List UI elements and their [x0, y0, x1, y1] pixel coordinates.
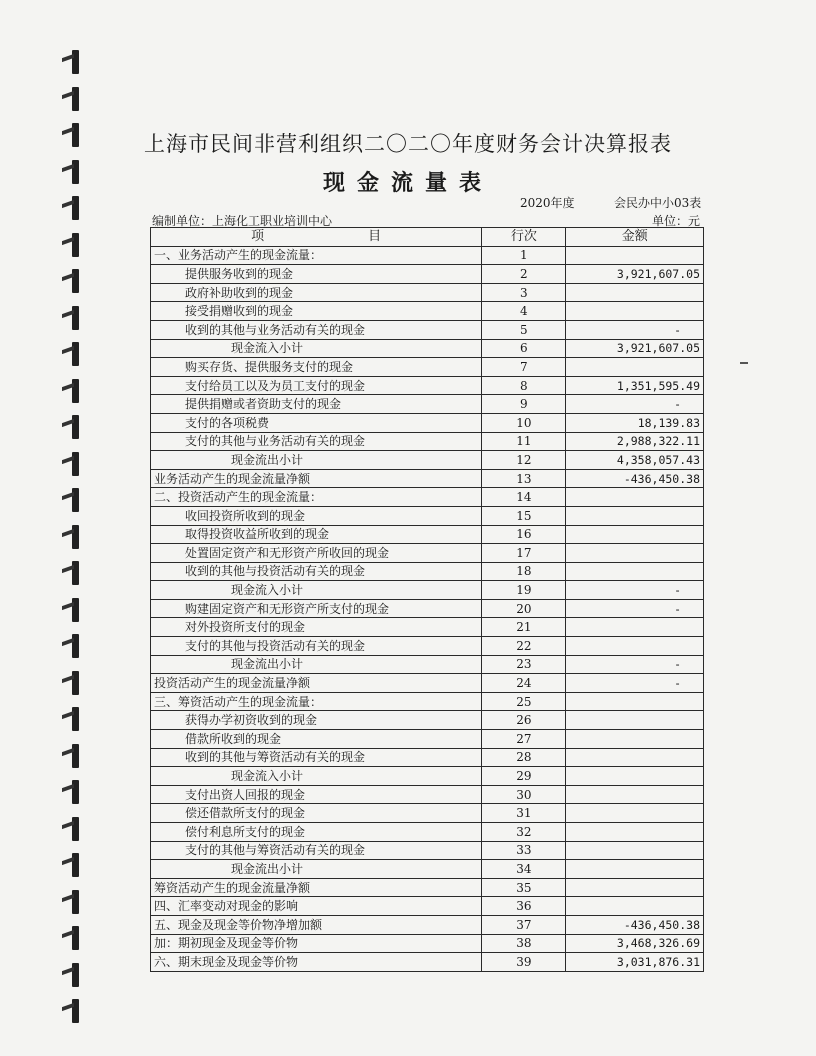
- table-row: [151, 785, 704, 804]
- row-amount: 18,139.83: [566, 413, 704, 432]
- row-label: 支付的其他与筹资活动有关的现金: [151, 841, 482, 860]
- table-row: [151, 692, 704, 711]
- row-line-number: 3: [482, 283, 566, 302]
- row-amount: [566, 897, 704, 916]
- row-amount: 2,988,322.11: [566, 432, 704, 451]
- row-label: 收到的其他与业务活动有关的现金: [151, 320, 482, 339]
- row-amount: [566, 711, 704, 730]
- table-row: [151, 618, 704, 637]
- table-row: [151, 302, 704, 321]
- row-line-number: 1: [482, 246, 566, 265]
- row-amount: -: [566, 581, 704, 600]
- row-line-number: 28: [482, 748, 566, 767]
- row-label: 借款所收到的现金: [151, 730, 482, 749]
- row-line-number: 32: [482, 823, 566, 842]
- table-row: [151, 897, 704, 916]
- row-amount: 4,358,057.43: [566, 451, 704, 470]
- row-label: 取得投资收益所收到的现金: [151, 525, 482, 544]
- row-line-number: 30: [482, 785, 566, 804]
- row-label: 现金流出小计: [151, 451, 482, 470]
- table-row: [151, 451, 704, 470]
- row-label: 现金流入小计: [151, 339, 482, 358]
- table-row: [151, 265, 704, 284]
- table-row: [151, 581, 704, 600]
- row-amount: [566, 730, 704, 749]
- row-label: 收到的其他与筹资活动有关的现金: [151, 748, 482, 767]
- row-amount: 1,351,595.49: [566, 376, 704, 395]
- table-row: [151, 915, 704, 934]
- row-line-number: 4: [482, 302, 566, 321]
- table-row: [151, 823, 704, 842]
- row-amount: [566, 488, 704, 507]
- row-label: 现金流出小计: [151, 655, 482, 674]
- row-amount: [566, 823, 704, 842]
- row-label: 购买存货、提供服务支付的现金: [151, 358, 482, 377]
- table-row: [151, 246, 704, 265]
- row-amount: [566, 246, 704, 265]
- row-label: 提供捐赠或者资助支付的现金: [151, 395, 482, 414]
- form-number: 会民办中小03表: [614, 196, 702, 210]
- row-line-number: 9: [482, 395, 566, 414]
- row-amount: [566, 860, 704, 879]
- row-line-number: 34: [482, 860, 566, 879]
- table-row: [151, 432, 704, 451]
- table-row: [151, 562, 704, 581]
- row-label: 收回投资所收到的现金: [151, 506, 482, 525]
- cash-flow-table: [150, 227, 704, 972]
- row-label: 现金流出小计: [151, 860, 482, 879]
- table-row: [151, 860, 704, 879]
- table-row: [151, 767, 704, 786]
- table-header-row: [151, 228, 704, 247]
- table-row: [151, 878, 704, 897]
- row-label: 现金流入小计: [151, 581, 482, 600]
- row-label: 对外投资所支付的现金: [151, 618, 482, 637]
- row-line-number: 7: [482, 358, 566, 377]
- table-row: [151, 395, 704, 414]
- row-label: 处置固定资产和无形资产所收回的现金: [151, 544, 482, 563]
- currency-unit: 单位：元: [652, 214, 701, 228]
- row-line-number: 5: [482, 320, 566, 339]
- table-row: [151, 506, 704, 525]
- row-label: 五、现金及现金等价物净增加额: [151, 915, 482, 934]
- header-item: 项 目: [151, 228, 482, 247]
- table-row: [151, 748, 704, 767]
- row-label: 四、汇率变动对现金的影响: [151, 897, 482, 916]
- row-line-number: 6: [482, 339, 566, 358]
- row-amount: [566, 562, 704, 581]
- row-label: 支付的其他与投资活动有关的现金: [151, 637, 482, 656]
- row-line-number: 16: [482, 525, 566, 544]
- row-label: 投资活动产生的现金流量净额: [151, 674, 482, 693]
- row-amount: [566, 544, 704, 563]
- row-line-number: 21: [482, 618, 566, 637]
- row-line-number: 18: [482, 562, 566, 581]
- table-row: [151, 711, 704, 730]
- row-amount: [566, 804, 704, 823]
- header-amount: 金额: [566, 228, 704, 247]
- row-line-number: 26: [482, 711, 566, 730]
- row-line-number: 19: [482, 581, 566, 600]
- row-amount: [566, 302, 704, 321]
- row-amount: [566, 358, 704, 377]
- row-line-number: 12: [482, 451, 566, 470]
- row-amount: -: [566, 674, 704, 693]
- table-row: [151, 841, 704, 860]
- table-row: [151, 599, 704, 618]
- row-label: 支付的其他与业务活动有关的现金: [151, 432, 482, 451]
- row-label: 接受捐赠收到的现金: [151, 302, 482, 321]
- row-line-number: 13: [482, 469, 566, 488]
- row-amount: -: [566, 655, 704, 674]
- row-label: 业务活动产生的现金流量净额: [151, 469, 482, 488]
- row-label: 一、业务活动产生的现金流量：: [151, 246, 482, 265]
- table-row: [151, 655, 704, 674]
- row-label: 加：期初现金及现金等价物: [151, 934, 482, 953]
- row-label: 支付的各项税费: [151, 413, 482, 432]
- row-label: 现金流入小计: [151, 767, 482, 786]
- table-row: [151, 730, 704, 749]
- row-line-number: 29: [482, 767, 566, 786]
- row-line-number: 23: [482, 655, 566, 674]
- row-label: 筹资活动产生的现金流量净额: [151, 878, 482, 897]
- report-title: 上海市民间非营利组织二〇二〇年度财务会计决算报表: [144, 132, 672, 156]
- table-row: [151, 320, 704, 339]
- row-line-number: 38: [482, 934, 566, 953]
- row-amount: [566, 283, 704, 302]
- table-row: [151, 339, 704, 358]
- row-line-number: 39: [482, 953, 566, 972]
- row-line-number: 36: [482, 897, 566, 916]
- row-amount: [566, 878, 704, 897]
- row-line-number: 2: [482, 265, 566, 284]
- row-amount: [566, 525, 704, 544]
- row-label: 提供服务收到的现金: [151, 265, 482, 284]
- row-amount: [566, 841, 704, 860]
- table-row: [151, 283, 704, 302]
- row-amount: [566, 506, 704, 525]
- row-amount: 3,921,607.05: [566, 265, 704, 284]
- table-row: [151, 525, 704, 544]
- row-label: 偿还借款所支付的现金: [151, 804, 482, 823]
- row-label: 三、筹资活动产生的现金流量：: [151, 692, 482, 711]
- table-row: [151, 413, 704, 432]
- row-amount: -436,450.38: [566, 469, 704, 488]
- row-amount: 3,031,876.31: [566, 953, 704, 972]
- row-amount: [566, 637, 704, 656]
- row-line-number: 24: [482, 674, 566, 693]
- table-row: [151, 637, 704, 656]
- table-row: [151, 488, 704, 507]
- row-line-number: 35: [482, 878, 566, 897]
- table-row: [151, 934, 704, 953]
- row-amount: 3,921,607.05: [566, 339, 704, 358]
- row-label: 六、期末现金及现金等价物: [151, 953, 482, 972]
- row-amount: -: [566, 599, 704, 618]
- row-amount: [566, 767, 704, 786]
- row-label: 获得办学初资收到的现金: [151, 711, 482, 730]
- report-subtitle: 现金流量表: [322, 170, 493, 196]
- row-line-number: 33: [482, 841, 566, 860]
- table-row: [151, 376, 704, 395]
- table-row: [151, 358, 704, 377]
- row-line-number: 25: [482, 692, 566, 711]
- row-amount: [566, 618, 704, 637]
- table-row: [151, 674, 704, 693]
- edge-mark: [740, 362, 748, 364]
- row-line-number: 31: [482, 804, 566, 823]
- row-label: 偿付利息所支付的现金: [151, 823, 482, 842]
- row-line-number: 15: [482, 506, 566, 525]
- row-line-number: 37: [482, 915, 566, 934]
- row-amount: 3,468,326.69: [566, 934, 704, 953]
- row-amount: [566, 785, 704, 804]
- row-line-number: 22: [482, 637, 566, 656]
- row-label: 购建固定资产和无形资产所支付的现金: [151, 599, 482, 618]
- row-line-number: 8: [482, 376, 566, 395]
- row-amount: [566, 748, 704, 767]
- row-amount: [566, 692, 704, 711]
- row-line-number: 10: [482, 413, 566, 432]
- row-label: 支付出资人回报的现金: [151, 785, 482, 804]
- table-row: [151, 469, 704, 488]
- report-year: 2020年度: [520, 196, 575, 210]
- table-row: [151, 953, 704, 972]
- row-line-number: 11: [482, 432, 566, 451]
- header-line: 行次: [482, 228, 566, 247]
- row-line-number: 14: [482, 488, 566, 507]
- row-label: 支付给员工以及为员工支付的现金: [151, 376, 482, 395]
- row-line-number: 27: [482, 730, 566, 749]
- row-line-number: 20: [482, 599, 566, 618]
- row-line-number: 17: [482, 544, 566, 563]
- table-row: [151, 804, 704, 823]
- table-row: [151, 544, 704, 563]
- row-label: 二、投资活动产生的现金流量：: [151, 488, 482, 507]
- row-label: 政府补助收到的现金: [151, 283, 482, 302]
- row-amount: -436,450.38: [566, 915, 704, 934]
- row-amount: -: [566, 320, 704, 339]
- row-amount: -: [566, 395, 704, 414]
- reporting-unit: 编制单位：上海化工职业培训中心: [152, 214, 333, 228]
- row-label: 收到的其他与投资活动有关的现金: [151, 562, 482, 581]
